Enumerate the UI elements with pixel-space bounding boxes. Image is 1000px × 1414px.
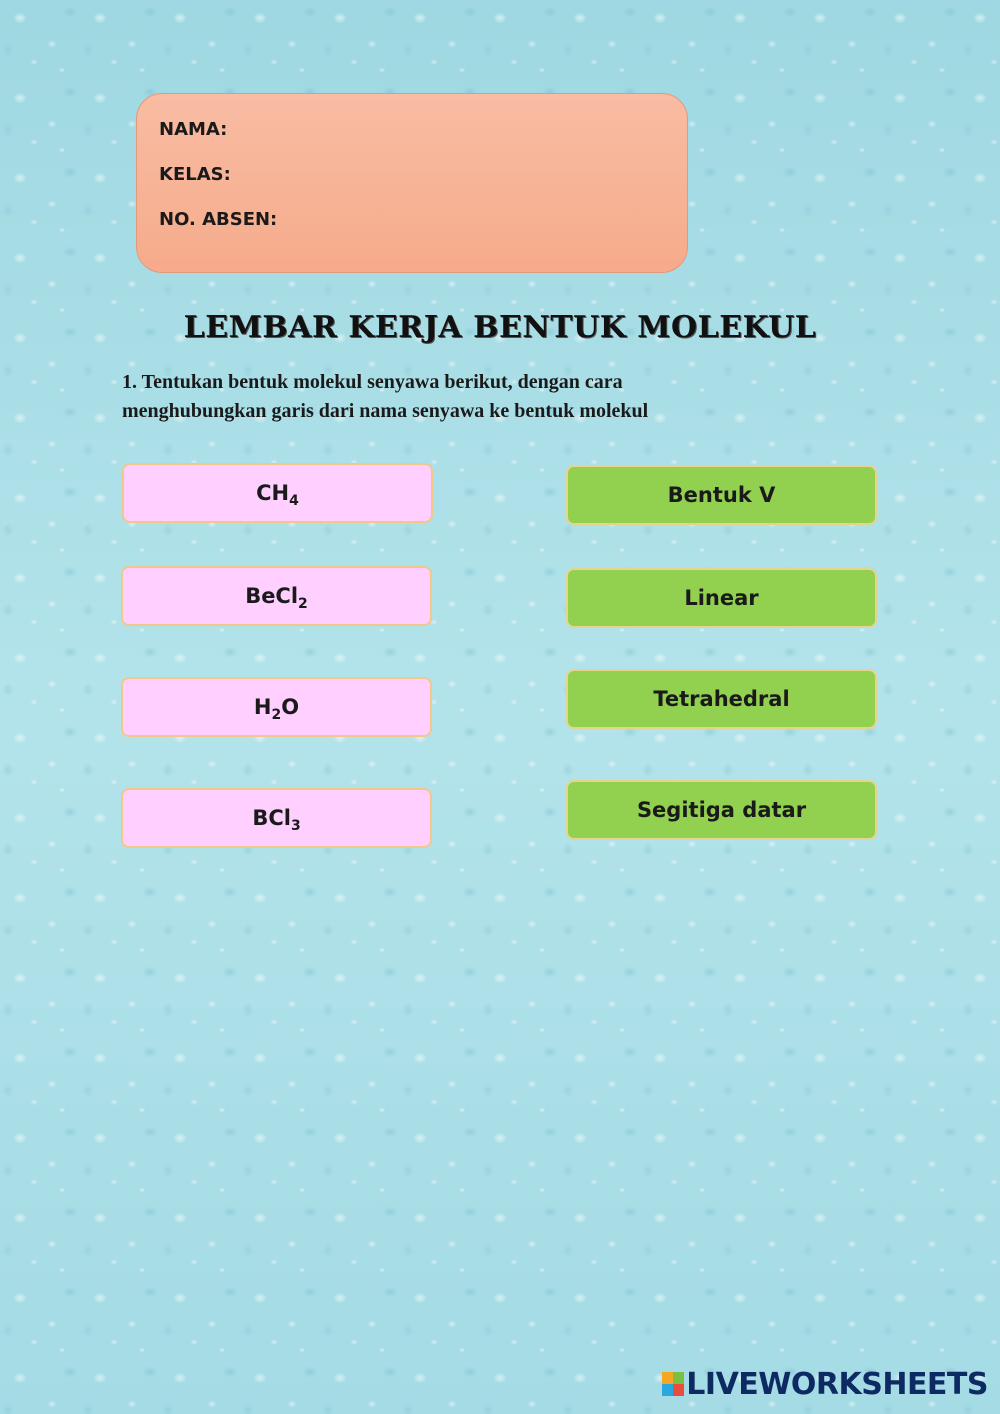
- liveworksheets-logo-icon: [662, 1372, 684, 1396]
- liveworksheets-brand-text: LIVEWORKSHEETS: [686, 1366, 988, 1402]
- compound-card-ch4[interactable]: [122, 463, 433, 523]
- compound-base: BeCl: [245, 584, 299, 608]
- compound-subscript: 4: [289, 493, 299, 510]
- compound-card-becl2[interactable]: [121, 566, 432, 626]
- shape-card-segitiga-datar[interactable]: Segitiga datar: [566, 780, 877, 840]
- instructions-line-1: 1. Tentukan bentuk molekul senyawa berikut, dengan cara: [122, 371, 623, 393]
- student-info-box: [136, 93, 688, 273]
- shape-card-linear[interactable]: Linear: [566, 568, 877, 628]
- liveworksheets-logo: [662, 1368, 988, 1400]
- absen-label: NO. ABSEN:: [159, 209, 278, 230]
- shape-card-bentuk-v[interactable]: Bentuk V: [566, 465, 877, 525]
- compound-subscript: 3: [290, 818, 301, 835]
- compound-card-bcl3[interactable]: [121, 788, 432, 848]
- worksheet-title: LEMBAR KERJA BENTUK MOLEKUL: [183, 310, 817, 345]
- compound-base: H: [253, 695, 272, 719]
- compound-subscript: 2: [271, 707, 282, 724]
- nama-label: NAMA:: [159, 119, 228, 140]
- compound-tail: O: [281, 695, 300, 719]
- instructions-line-2: menghubungkan garis dari nama senyawa ke bentuk molekul: [122, 400, 649, 422]
- compound-subscript: 2: [298, 596, 308, 613]
- kelas-label: KELAS:: [159, 164, 231, 185]
- instructions: [122, 368, 882, 426]
- compound-base: BCl: [252, 806, 291, 830]
- compound-card-h2o[interactable]: [121, 677, 432, 737]
- shape-card-tetrahedral[interactable]: Tetrahedral: [566, 669, 877, 729]
- compound-base: CH: [256, 481, 290, 505]
